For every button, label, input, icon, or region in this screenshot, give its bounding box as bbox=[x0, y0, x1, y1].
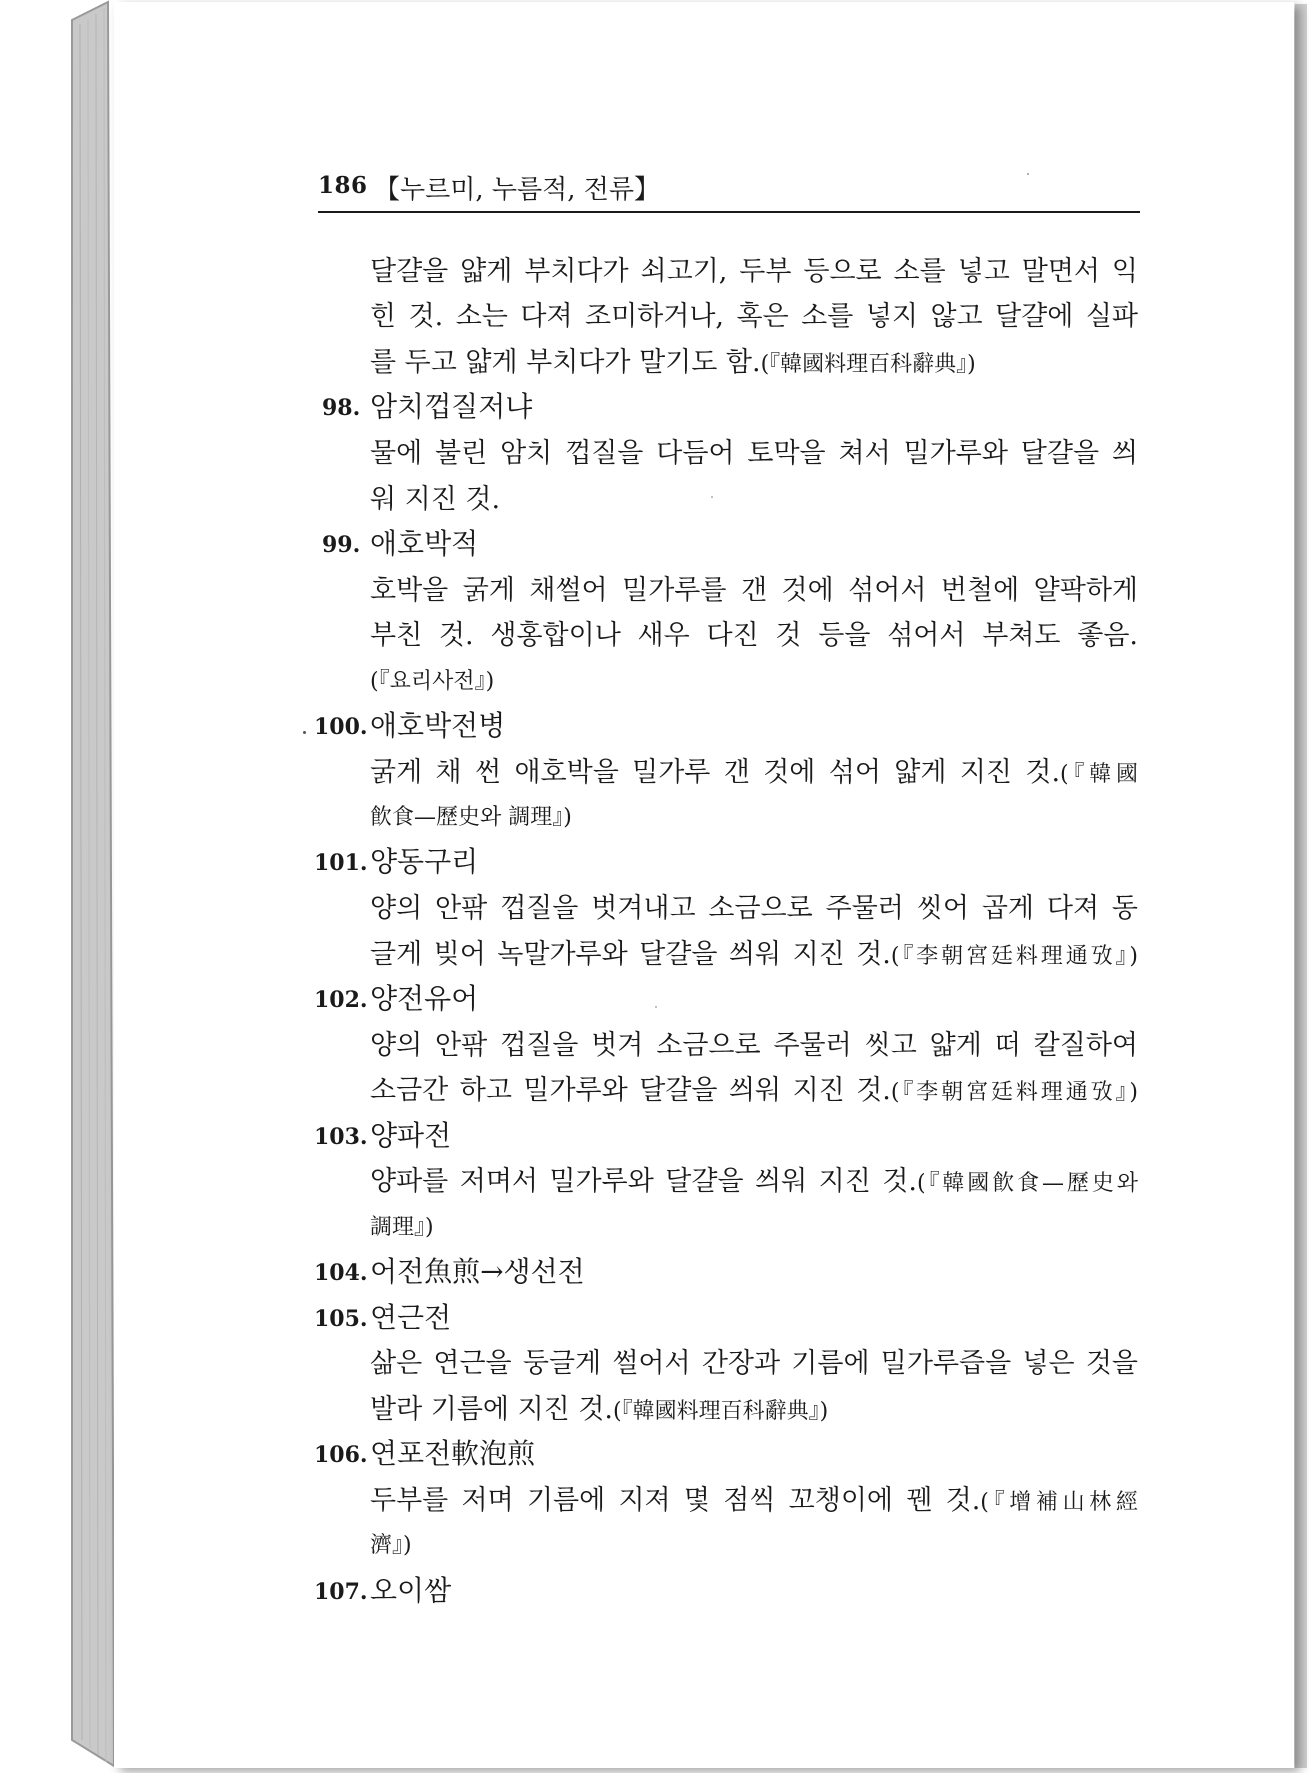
entry-title: 암치껍질저냐 bbox=[370, 390, 533, 423]
entry-number: 103. bbox=[314, 1124, 368, 1150]
entry-number: 104. bbox=[314, 1260, 368, 1286]
citation: (『韓國 bbox=[1060, 762, 1138, 787]
citation: (『李朝宮廷料理通攷』) bbox=[890, 944, 1138, 969]
entry-number: 98. bbox=[322, 395, 361, 421]
citation-line: (『요리사전』) bbox=[370, 669, 495, 694]
text-segment: 글게 빚어 녹말가루와 달걀을 씌워 지진 것. bbox=[370, 939, 891, 970]
text-line bbox=[370, 1394, 1138, 1428]
entry-number: 101. bbox=[314, 850, 368, 876]
entry-title: 오이쌈 bbox=[370, 1574, 452, 1607]
citation-line: 調理』) bbox=[370, 1215, 434, 1240]
scan-speck bbox=[1027, 173, 1029, 175]
text-segment: 두부를 저며 기름에 지져 몇 점씩 꼬챙이에 꿴 것. bbox=[370, 1485, 981, 1516]
entry-number: 99. bbox=[322, 532, 361, 558]
header-rule bbox=[318, 211, 1140, 213]
text-line bbox=[370, 1485, 1138, 1519]
entry-number: 100. bbox=[314, 714, 368, 740]
entry-title: 양동구리 bbox=[370, 845, 479, 878]
entry-number: 105. bbox=[314, 1306, 368, 1332]
entry-title: 양파전 bbox=[370, 1119, 452, 1152]
text-line: 양의 안팎 껍질을 벗겨 소금으로 주물러 씻고 얇게 떠 칼질하여 bbox=[370, 1030, 1138, 1061]
entry-title: 어전魚煎→생선전 bbox=[370, 1255, 585, 1288]
text-segment: 발라 기름에 지진 것. bbox=[370, 1394, 613, 1425]
text-segment: 양파를 저며서 밀가루와 달걀을 씌워 지진 것. bbox=[370, 1166, 917, 1197]
citation: (『韓國料理百科辭典』) bbox=[613, 1399, 829, 1424]
text-line bbox=[370, 757, 1138, 791]
entry-title: 양전유어 bbox=[370, 982, 479, 1015]
entry-title: 연포전軟泡煎 bbox=[370, 1437, 536, 1470]
citation-line: 濟』) bbox=[370, 1533, 412, 1558]
entry-title: 애호박전병 bbox=[370, 709, 506, 742]
scan-speck bbox=[655, 1006, 657, 1008]
citation: (『李朝宮廷料理通攷』) bbox=[890, 1080, 1138, 1105]
page-header bbox=[318, 168, 1140, 212]
entry-number: 107. bbox=[314, 1579, 368, 1605]
text-line: 삶은 연근을 둥글게 썰어서 간장과 기름에 밀가루즙을 넣은 것을 bbox=[370, 1348, 1138, 1379]
citation: (『韓國飮食—歷史와 bbox=[917, 1171, 1138, 1196]
text-line: 호박을 굵게 채썰어 밀가루를 갠 것에 섞어서 번철에 얄팍하게 bbox=[370, 575, 1138, 606]
entry-title: 애호박적 bbox=[370, 527, 479, 560]
running-title: 【누르미, 누름적, 전류】 bbox=[374, 175, 660, 205]
text-line: 양의 안팎 껍질을 벗겨내고 소금으로 주물러 씻어 곱게 다져 동 bbox=[370, 893, 1138, 924]
page-number: 186 bbox=[318, 172, 368, 199]
citation: (『增補山林經 bbox=[980, 1490, 1138, 1515]
citation-line: 飮食—歷史와 調理』) bbox=[370, 805, 572, 830]
text-line: 힌 것. 소는 다져 조미하거나, 혹은 소를 넣지 않고 달걀에 실파 bbox=[370, 301, 1138, 332]
text-line bbox=[370, 939, 1138, 973]
entry-number: 106. bbox=[314, 1442, 368, 1468]
entry-title: 연근전 bbox=[370, 1301, 452, 1334]
text-line: 물에 불린 암치 껍질을 다듬어 토막을 쳐서 밀가루와 달걀을 씌 bbox=[370, 438, 1138, 469]
text-line bbox=[370, 1075, 1138, 1109]
text-segment: 소금간 하고 밀가루와 달걀을 씌워 지진 것. bbox=[370, 1075, 891, 1106]
text-line: 달걀을 얇게 부치다가 쇠고기, 두부 등으로 소를 넣고 말면서 익 bbox=[370, 256, 1138, 287]
text-segment: 굵게 채 썬 애호박을 밀가루 갠 것에 섞어 얇게 지진 것. bbox=[370, 757, 1061, 788]
text-segment: 를 두고 얇게 부치다가 말기도 함. bbox=[370, 347, 761, 378]
text-line: 워 지진 것. bbox=[370, 484, 501, 515]
scan-speck bbox=[303, 731, 306, 734]
entry-number: 102. bbox=[314, 987, 368, 1013]
text-line bbox=[370, 1166, 1138, 1200]
citation: (『韓國料理百科辭典』) bbox=[760, 352, 976, 377]
text-line bbox=[370, 347, 1138, 381]
text-line: 부친 것. 생홍합이나 새우 다진 것 등을 섞어서 부쳐도 좋음. bbox=[370, 620, 1138, 651]
